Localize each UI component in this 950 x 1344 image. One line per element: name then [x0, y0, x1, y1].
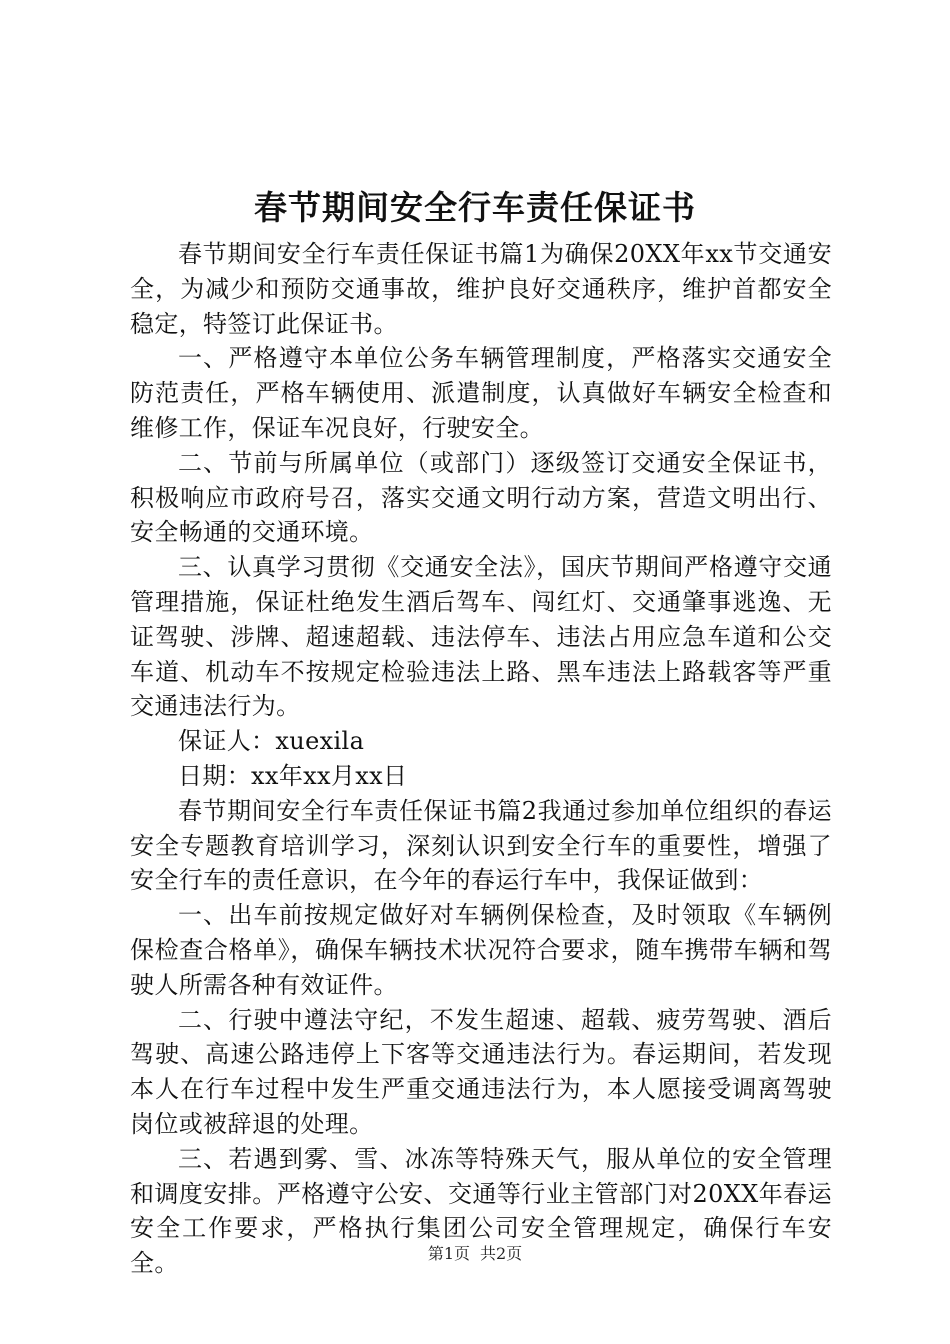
paragraph-item-5: 二、行驶中遵法守纪，不发生超速、超载、疲劳驾驶、酒后驾驶、高速公路违停上下客等交通违法行为。春运期间，若发现本人在行车过程中发生严重交通违法行为，本人愿接受调离驾驶岗位或被辞退的处理。: [130, 1005, 832, 1138]
guarantor-line: 保证人：xuexila: [178, 727, 365, 756]
paragraph-intro-1: 春节期间安全行车责任保证书篇1为确保20XX年xx节交通安全，为减少和预防交通事故，维护良好交通秩序，维护首都安全稳定，特签订此保证书。: [130, 240, 832, 338]
page-total: 共2页: [480, 1244, 523, 1263]
page-number: 第1页: [427, 1244, 470, 1263]
paragraph-item-3: 三、认真学习贯彻《交通安全法》，国庆节期间严格遵守交通管理措施，保证杜绝发生酒后驾车、闯红灯、交通肇事逃逸、无证驾驶、涉牌、超速超载、违法停车、违法占用应急车道和公交车道、机动车不按规定检验违法上路、黑车违法上路载客等严重交通违法行为。: [130, 553, 832, 721]
date-line: 日期：xx年xx月xx日: [178, 761, 408, 790]
paragraph-item-2: 二、节前与所属单位（或部门）逐级签订交通安全保证书，积极响应市政府号召，落实交通文明行动方案，营造文明出行、安全畅通的交通环境。: [130, 448, 832, 547]
document-body: [130, 237, 832, 1281]
paragraph-item-6: 三、若遇到雾、雪、冰冻等特殊天气，服从单位的安全管理和调度安排。严格遵守公安、交通等行业主管部门对20XX年春运安全工作要求，严格执行集团公司安全管理规定，确保行车安全。: [130, 1144, 832, 1278]
paragraph-item-4: 一、出车前按规定做好对车辆例保检查，及时领取《车辆例保检查合格单》，确保车辆技术状况符合要求，随车携带车辆和驾驶人所需各种有效证件。: [130, 901, 832, 999]
paragraph-intro-2: 春节期间安全行车责任保证书篇2我通过参加单位组织的春运安全专题教育培训学习，深刻认识到安全行车的重要性，增强了安全行车的责任意识，在今年的春运行车中，我保证做到：: [130, 796, 832, 895]
document-title: 春节期间安全行车责任保证书: [254, 188, 696, 227]
paragraph-item-1: 一、严格遵守本单位公务车辆管理制度，严格落实交通安全防范责任，严格车辆使用、派遣制度，认真做好车辆安全检查和维修工作，保证车况良好，行驶安全。: [130, 344, 832, 442]
page-footer: [0, 1242, 950, 1266]
